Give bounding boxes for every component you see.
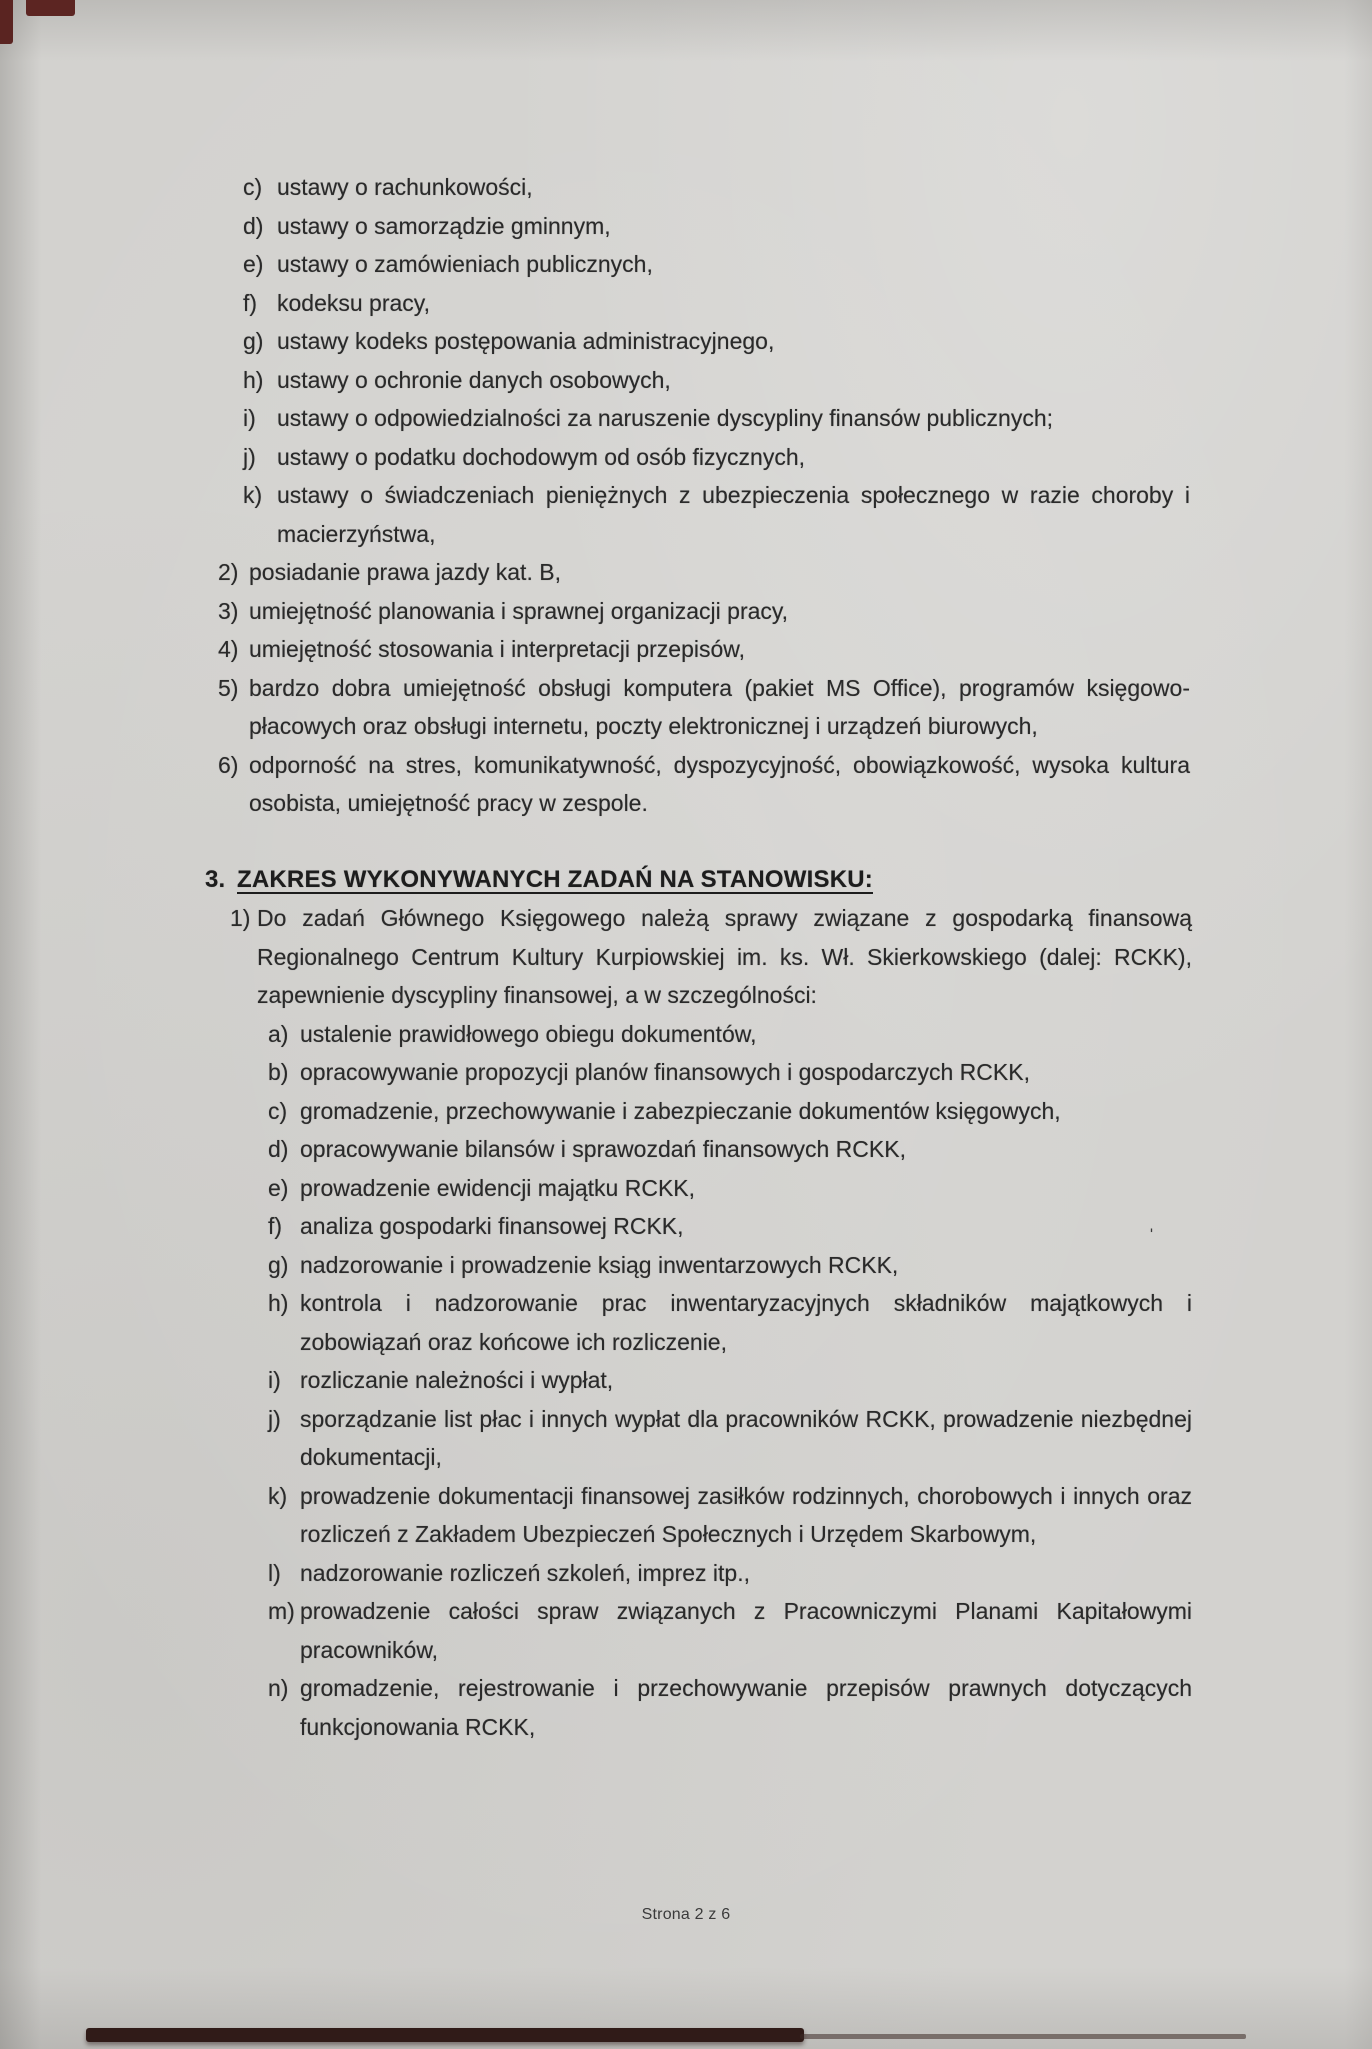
list-item-text: kontrola i nadzorowanie prac inwentaryzacyjnych składników majątkowych i zobowiązań oraz końcowe ich rozliczenie,	[300, 1290, 1192, 1355]
list-item-text: prowadzenie dokumentacji finansowej zasiłków rodzinnych, chorobowych i innych oraz rozliczeń z Zakładem Ubezpieczeń Społecznych i Urzędem Skarbowym,	[300, 1482, 1192, 1547]
list-item	[268, 1092, 1192, 1131]
list-item-label: c)	[268, 1097, 288, 1124]
list-item	[218, 553, 1190, 592]
list-item	[268, 1361, 1192, 1400]
list-item-label: h)	[243, 366, 264, 393]
list-item-text: ustalenie prawidłowego obiegu dokumentów,	[300, 1020, 757, 1047]
list-item-label: h)	[268, 1290, 289, 1316]
list-item	[218, 746, 1190, 823]
list-item-text: gromadzenie, przechowywanie i zabezpieczanie dokumentów księgowych,	[300, 1097, 1061, 1124]
scan-speck: ˌ	[1148, 1210, 1155, 1233]
section-number: 3.	[205, 865, 226, 893]
list-item-text: ustawy o zamówieniach publicznych,	[277, 251, 653, 277]
list-item	[243, 207, 1190, 246]
list-item-label: c)	[243, 174, 263, 200]
task-intro	[230, 899, 1192, 1015]
list-item-label: d)	[243, 212, 264, 239]
list-item-label: 4)	[218, 636, 239, 662]
list-item-text: opracowywanie bilansów i sprawozdań finansowych RCKK,	[300, 1136, 906, 1162]
list-item	[218, 669, 1190, 746]
list-item-text: bardzo dobra umiejętność obsługi komputera (pakiet MS Office), programów księgowo-płacowych oraz obsługi internetu, poczty elektronicznej i urządzeń biurowych,	[249, 674, 1190, 739]
task-list	[268, 1015, 1192, 1747]
list-item-text: nadzorowanie i prowadzenie ksiąg inwentarzowych RCKK,	[300, 1251, 899, 1278]
section-title: ZAKRES WYKONYWANYCH ZADAŃ NA STANOWISKU:	[237, 865, 873, 893]
list-item-label: l)	[268, 1559, 281, 1586]
list-item-text: ustawy o podatku dochodowym od osób fizycznych,	[277, 443, 806, 470]
list-item-label: f)	[268, 1213, 283, 1239]
list-item-label: k)	[268, 1482, 288, 1509]
list-item	[268, 1015, 1192, 1054]
list-item-text: umiejętność stosowania i interpretacji przepisów,	[249, 636, 746, 662]
list-item	[268, 1592, 1192, 1669]
list-item-text: prowadzenie ewidencji majątku RCKK,	[300, 1174, 696, 1201]
list-item	[243, 399, 1190, 438]
list-item	[243, 245, 1190, 284]
list-item-label: g)	[268, 1251, 289, 1278]
list-item	[268, 1400, 1192, 1477]
list-item-label: j)	[243, 443, 256, 470]
list-item	[243, 476, 1190, 553]
list-item	[243, 168, 1190, 207]
list-item	[243, 361, 1190, 400]
list-item	[268, 1169, 1192, 1208]
list-item-label: f)	[243, 289, 258, 316]
scan-artifact-top-left-1	[0, 0, 13, 44]
requirements-list	[218, 553, 1190, 823]
list-item-label: e)	[243, 251, 264, 277]
scan-artifact-bottom-line	[800, 2034, 1246, 2039]
list-item	[268, 1053, 1192, 1092]
list-item-label: e)	[268, 1174, 289, 1201]
list-item	[218, 630, 1190, 669]
list-item-label: j)	[268, 1405, 281, 1432]
list-item-text: analiza gospodarki finansowej RCKK,	[300, 1213, 684, 1239]
list-item-label: n)	[268, 1675, 289, 1701]
list-item-text: ustawy kodeks postępowania administracyjnego,	[277, 328, 775, 354]
list-item-label: 5)	[218, 674, 239, 701]
list-item	[268, 1477, 1192, 1554]
list-item-label: d)	[268, 1136, 289, 1162]
list-item-text: nadzorowanie rozliczeń szkoleń, imprez itp.,	[300, 1559, 750, 1586]
list-item	[218, 592, 1190, 631]
list-item-label: a)	[268, 1020, 289, 1047]
list-item	[268, 1130, 1192, 1169]
scan-artifact-top-left-2	[26, 0, 75, 16]
list-item-label: m)	[268, 1598, 295, 1624]
legal-acts-sublist	[243, 168, 1190, 553]
list-item-label: 3)	[218, 597, 239, 624]
list-item-text: opracowywanie propozycji planów finansowych i gospodarczych RCKK,	[300, 1059, 1030, 1085]
list-item-text: ustawy o odpowiedzialności za naruszenie dyscypliny finansów publicznych;	[277, 405, 1054, 431]
list-item-text: rozliczanie należności i wypłat,	[300, 1367, 614, 1393]
list-item-text: gromadzenie, rejestrowanie i przechowywanie przepisów prawnych dotyczących funkcjonowania RCKK,	[300, 1675, 1192, 1740]
list-item-label: 2)	[218, 559, 239, 585]
list-item-text: umiejętność planowania i sprawnej organizacji pracy,	[249, 597, 789, 624]
task-intro-text: Do zadań Głównego Księgowego należą sprawy związane z gospodarką finansową Regionalnego Centrum Kultury Kurpiowskiej im. ks. Wł. Skierkowskiego (dalej: RCKK), zapewnienie dyscypliny finansowej, a w szczególności:	[257, 905, 1192, 1008]
list-item-text: ustawy o świadczeniach pieniężnych z ubezpieczenia społecznego w razie choroby i macierzyństwa,	[277, 482, 1190, 547]
list-item	[268, 1207, 1192, 1246]
list-item	[243, 322, 1190, 361]
section-heading	[205, 861, 1190, 900]
list-item-text: ustawy o rachunkowości,	[277, 174, 533, 200]
list-item-text: posiadanie prawa jazdy kat. B,	[249, 559, 561, 585]
list-item-text: ustawy o ochronie danych osobowych,	[277, 366, 671, 393]
list-item	[243, 438, 1190, 477]
list-item	[243, 284, 1190, 323]
scan-artifact-bottom-bar	[86, 2028, 804, 2042]
list-item-label: g)	[243, 328, 264, 354]
list-item-label: 6)	[218, 751, 239, 778]
page-footer: Strona 2 z 6	[641, 1906, 731, 1923]
list-item-text: ustawy o samorządzie gminnym,	[277, 212, 611, 239]
task-intro-label: 1)	[230, 905, 251, 931]
list-item-text: sporządzanie list płac i innych wypłat dla pracowników RCKK, prowadzenie niezbędnej dokumentacji,	[300, 1405, 1192, 1470]
list-item-label: b)	[268, 1059, 289, 1085]
list-item-label: i)	[268, 1367, 281, 1393]
list-item-label: i)	[243, 405, 256, 431]
list-item-text: odporność na stres, komunikatywność, dyspozycyjność, obowiązkowość, wysoka kultura osobista, umiejętność pracy w zespole.	[249, 751, 1190, 816]
list-item	[268, 1246, 1192, 1285]
list-item	[268, 1669, 1192, 1746]
list-item	[268, 1284, 1192, 1361]
list-item-label: k)	[243, 482, 263, 508]
list-item-text: prowadzenie całości spraw związanych z Pracowniczymi Planami Kapitałowymi pracowników,	[300, 1598, 1192, 1663]
list-item	[268, 1554, 1192, 1593]
list-item-text: kodeksu pracy,	[277, 289, 430, 316]
